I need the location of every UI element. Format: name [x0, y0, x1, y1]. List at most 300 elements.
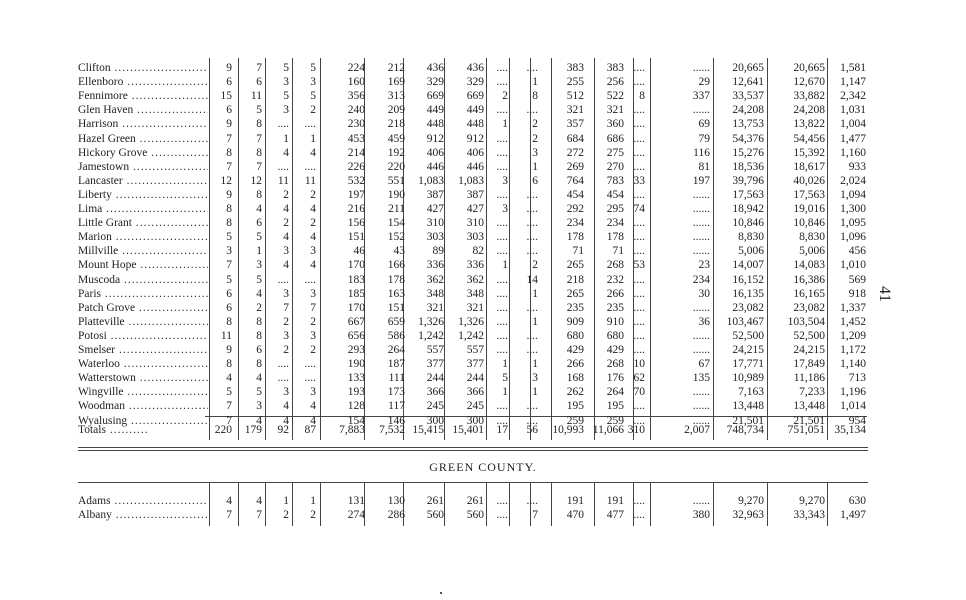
cell-col-2: 8 — [256, 146, 262, 159]
cell-col-16: 21,501 — [793, 414, 825, 427]
cell-col-9: 1 — [502, 386, 508, 399]
cell-col-3: 4 — [283, 146, 289, 159]
cell-col-11: 178 — [566, 231, 584, 244]
cell-col-4: 7 — [310, 301, 316, 314]
cell-col-13: .... — [633, 273, 645, 286]
cell-col-14: 29 — [698, 76, 710, 89]
cell-col-1: 8 — [226, 315, 232, 328]
cell-col-11: 265 — [566, 287, 584, 300]
cell-col-4: 3 — [310, 245, 316, 258]
cell-col-16: 33,882 — [793, 90, 825, 103]
cell-col-15: 5,006 — [738, 245, 764, 258]
cell-col-1: 6 — [226, 301, 232, 314]
cell-col-1: 8 — [226, 203, 232, 215]
cell-col-12: 268 — [606, 358, 624, 371]
cell-col-11: 262 — [566, 386, 584, 399]
cell-col-14: 67 — [698, 358, 710, 371]
cell-col-16: 9,270 — [799, 495, 825, 507]
cell-col-10: 6 — [532, 174, 538, 187]
cell-col-14: 234 — [692, 273, 710, 286]
cell-col-3: 2 — [283, 188, 289, 201]
cell-col-9: .... — [496, 231, 508, 244]
cell-col-12: 270 — [606, 160, 624, 173]
cell-col-8: 436 — [466, 62, 484, 74]
township-name: Liberty ..... — [78, 188, 208, 203]
cell-col-6: 459 — [387, 132, 405, 145]
cell-col-13: .... — [633, 188, 645, 201]
cell-col-12: 275 — [606, 146, 624, 159]
cell-col-6: 166 — [387, 259, 405, 272]
cell-col-13: .... — [633, 287, 645, 300]
cell-col-1: 5 — [226, 273, 232, 286]
cell-col-12: 259 — [606, 414, 624, 427]
cell-col-10: .... — [526, 495, 538, 507]
cell-col-15: 13,753 — [732, 118, 764, 131]
cell-col-8: 244 — [466, 372, 484, 385]
cell-col-11: 218 — [566, 273, 584, 286]
cell-col-16: 13,448 — [793, 400, 825, 413]
cell-col-1: 9 — [226, 118, 232, 131]
cell-col-9: .... — [496, 495, 508, 507]
cell-col-17: 1,014 — [840, 400, 866, 413]
cell-col-3: 4 — [283, 259, 289, 272]
township-name: Wyalusing ..... — [78, 414, 208, 429]
cell-col-3: 4 — [283, 414, 289, 427]
cell-col-9: 5 — [502, 372, 508, 385]
cell-col-5: 453 — [347, 132, 365, 145]
cell-col-15: 10,846 — [732, 217, 764, 230]
cell-col-3: .... — [277, 273, 289, 286]
cell-col-16: 33,343 — [793, 509, 825, 521]
cell-col-11: 269 — [566, 160, 584, 173]
cell-col-11: 168 — [566, 372, 584, 385]
cell-col-15: 14,007 — [732, 259, 764, 272]
cell-col-17: 1,172 — [840, 344, 866, 356]
cell-col-2: 4 — [256, 414, 262, 427]
cell-col-13: .... — [633, 231, 645, 244]
cell-col-11: 684 — [566, 132, 584, 145]
cell-col-9: .... — [496, 132, 508, 145]
cell-col-16: 23,082 — [793, 301, 825, 314]
table-row — [78, 508, 868, 523]
cell-col-7: 261 — [426, 495, 444, 507]
cell-col-3: 4 — [283, 231, 289, 244]
cell-col-17: 2,024 — [840, 174, 866, 187]
cell-col-4: 4 — [310, 146, 316, 159]
cell-col-13: .... — [633, 414, 645, 427]
cell-col-11: 429 — [566, 344, 584, 356]
cell-col-3: 3 — [283, 386, 289, 399]
cell-col-7: 557 — [426, 344, 444, 356]
cell-col-12: 360 — [606, 118, 624, 131]
cell-col-7: 245 — [426, 400, 444, 413]
cell-col-13: 10 — [633, 358, 645, 371]
cell-col-15: 52,500 — [732, 329, 764, 342]
cell-col-10: .... — [526, 301, 538, 314]
cell-col-11: 235 — [566, 301, 584, 314]
cell-col-13: .... — [633, 315, 645, 328]
cell-col-12: 522 — [606, 90, 624, 103]
cell-col-9: 2 — [502, 90, 508, 103]
cell-col-3: .... — [277, 160, 289, 173]
cell-col-4: 5 — [310, 62, 316, 74]
cell-col-13: .... — [633, 245, 645, 258]
cell-col-10: .... — [526, 203, 538, 215]
cell-col-15: 16,152 — [732, 273, 764, 286]
cell-col-2: 8 — [256, 118, 262, 131]
cell-col-16: 20,665 — [793, 62, 825, 74]
cell-col-14: 2,007 — [684, 424, 710, 436]
cell-col-14: 337 — [692, 90, 710, 103]
cell-col-5: 128 — [347, 400, 365, 413]
township-name: Glen Haven ..... — [78, 103, 208, 118]
cell-col-8: 669 — [466, 90, 484, 103]
cell-col-12: 429 — [606, 344, 624, 356]
cell-col-11: 357 — [566, 118, 584, 131]
cell-col-12: 191 — [606, 495, 624, 507]
cell-col-5: 216 — [347, 203, 365, 215]
cell-col-16: 18,617 — [793, 160, 825, 173]
cell-col-10: 1 — [532, 386, 538, 399]
cell-col-16: 14,083 — [793, 259, 825, 272]
cell-col-4: 2 — [310, 217, 316, 230]
cell-col-10: .... — [526, 217, 538, 230]
township-name: Hickory Grove ..... — [78, 146, 208, 161]
cell-col-2: 4 — [256, 495, 262, 507]
cell-col-2: 1 — [256, 245, 262, 258]
cell-col-7: 89 — [432, 245, 444, 258]
cell-col-1: 6 — [226, 76, 232, 89]
cell-col-4: 2 — [310, 104, 316, 117]
cell-col-11: 191 — [566, 495, 584, 507]
cell-col-4: 1 — [310, 132, 316, 145]
cell-col-12: 680 — [606, 329, 624, 342]
cell-col-10: .... — [526, 344, 538, 356]
print-speck — [440, 592, 442, 594]
cell-col-6: 190 — [387, 188, 405, 201]
cell-col-14: ...... — [692, 344, 710, 356]
cell-col-4: 1 — [310, 495, 316, 507]
township-name: Adams ..... — [78, 494, 208, 509]
table-row — [78, 89, 868, 104]
cell-col-11: 764 — [566, 174, 584, 187]
cell-col-5: 131 — [347, 495, 365, 507]
cell-col-8: 1,242 — [458, 329, 484, 342]
cell-col-6: 173 — [387, 386, 405, 399]
cell-col-1: 220 — [214, 424, 232, 436]
cell-col-17: 1,337 — [840, 301, 866, 314]
cell-col-16: 10,846 — [793, 217, 825, 230]
cell-col-11: 909 — [566, 315, 584, 328]
cell-col-16: 17,563 — [793, 188, 825, 201]
cell-col-17: 1,010 — [840, 259, 866, 272]
cell-col-2: 5 — [256, 386, 262, 399]
cell-col-2: 7 — [256, 62, 262, 74]
cell-col-16: 11,186 — [793, 372, 825, 385]
cell-col-13: .... — [633, 160, 645, 173]
cell-col-17: 1,031 — [840, 104, 866, 117]
cell-col-3: 5 — [283, 62, 289, 74]
cell-col-8: 446 — [466, 160, 484, 173]
cell-col-13: 70 — [633, 386, 645, 399]
cell-col-12: 11,066 — [592, 424, 624, 436]
cell-col-4: 3 — [310, 386, 316, 399]
cell-col-3: 1 — [283, 495, 289, 507]
cell-col-12: 195 — [606, 400, 624, 413]
cell-col-12: 295 — [606, 203, 624, 215]
cell-col-7: 449 — [426, 104, 444, 117]
cell-col-9: 3 — [502, 203, 508, 215]
cell-col-17: 1,094 — [840, 188, 866, 201]
cell-col-15: 748,734 — [726, 424, 764, 436]
cell-col-12: 268 — [606, 259, 624, 272]
cell-col-4: 4 — [310, 259, 316, 272]
cell-col-9: .... — [496, 245, 508, 258]
cell-col-10: 3 — [532, 372, 538, 385]
cell-col-8: 449 — [466, 104, 484, 117]
cell-col-1: 9 — [226, 62, 232, 74]
cell-col-10: .... — [526, 245, 538, 258]
cell-col-14: 81 — [698, 160, 710, 173]
cell-col-12: 266 — [606, 287, 624, 300]
township-name: Potosi ..... — [78, 329, 208, 344]
cell-col-16: 13,822 — [793, 118, 825, 131]
cell-col-1: 9 — [226, 188, 232, 201]
cell-col-9: .... — [496, 62, 508, 74]
cell-col-8: 448 — [466, 118, 484, 131]
cell-col-4: 5 — [310, 90, 316, 103]
cell-col-2: 7 — [256, 160, 262, 173]
township-name: Lancaster ..... — [78, 174, 208, 189]
cell-col-16: 24,208 — [793, 104, 825, 117]
cell-col-1: 6 — [226, 287, 232, 300]
cell-col-17: 1,581 — [840, 62, 866, 74]
cell-col-10: .... — [526, 188, 538, 201]
township-name: Woodman ..... — [78, 399, 208, 414]
cell-col-7: 362 — [426, 273, 444, 286]
cell-col-17: 933 — [848, 160, 866, 173]
cell-col-7: 1,083 — [418, 174, 444, 187]
table-row — [78, 188, 868, 203]
cell-col-5: 226 — [347, 160, 365, 173]
cell-col-15: 7,163 — [738, 386, 764, 399]
cell-col-11: 259 — [566, 414, 584, 427]
cell-col-14: ...... — [692, 231, 710, 244]
cell-col-7: 15,415 — [412, 424, 444, 436]
section-rule-bottom — [78, 482, 868, 483]
cell-col-13: 53 — [633, 259, 645, 272]
cell-col-10: .... — [526, 231, 538, 244]
township-name: Platteville ..... — [78, 315, 208, 330]
cell-col-8: 303 — [466, 231, 484, 244]
cell-col-12: 235 — [606, 301, 624, 314]
cell-col-9: .... — [496, 160, 508, 173]
table-row — [78, 103, 868, 118]
cell-col-5: 156 — [347, 217, 365, 230]
cell-col-9: 17 — [496, 424, 508, 436]
cell-col-17: 1,095 — [840, 217, 866, 230]
cell-col-7: 387 — [426, 188, 444, 201]
cell-col-6: 286 — [387, 509, 405, 521]
cell-col-11: 292 — [566, 203, 584, 215]
cell-col-17: 456 — [848, 245, 866, 258]
cell-col-16: 103,504 — [787, 315, 825, 328]
cell-col-10: 1 — [532, 160, 538, 173]
township-name: Little Grant ..... — [78, 216, 208, 231]
cell-col-10: 3 — [532, 146, 538, 159]
table-row — [78, 343, 868, 358]
cell-col-5: 133 — [347, 372, 365, 385]
township-name: Smelser ..... — [78, 343, 208, 358]
cell-col-15: 10,989 — [732, 372, 764, 385]
cell-col-10: 56 — [526, 424, 538, 436]
table-row — [78, 146, 868, 161]
section-title: GREEN COUNTY. — [429, 460, 537, 474]
cell-col-9: 3 — [502, 174, 508, 187]
cell-col-13: .... — [633, 146, 645, 159]
cell-col-13: .... — [633, 301, 645, 314]
township-name: Lima ..... — [78, 202, 208, 217]
cell-col-2: 12 — [250, 174, 262, 187]
cell-col-8: 1,083 — [458, 174, 484, 187]
table-row — [78, 132, 868, 147]
cell-col-17: 630 — [848, 495, 866, 507]
table-row — [78, 399, 868, 414]
cell-col-2: 5 — [256, 104, 262, 117]
cell-col-14: ...... — [692, 400, 710, 413]
cell-col-5: 193 — [347, 386, 365, 399]
cell-col-11: 255 — [566, 76, 584, 89]
cell-col-7: 446 — [426, 160, 444, 173]
cell-col-15: 18,942 — [732, 203, 764, 215]
cell-col-8: 366 — [466, 386, 484, 399]
cell-col-7: 366 — [426, 386, 444, 399]
cell-col-5: 46 — [353, 245, 365, 258]
cell-col-16: 54,456 — [793, 132, 825, 145]
cell-col-14: ...... — [692, 329, 710, 342]
township-name: Hazel Green ..... — [78, 132, 208, 147]
cell-col-17: 2,342 — [840, 90, 866, 103]
cell-col-7: 406 — [426, 146, 444, 159]
cell-col-12: 383 — [606, 62, 624, 74]
cell-col-3: .... — [277, 118, 289, 131]
cell-col-2: 2 — [256, 301, 262, 314]
cell-col-17: 1,196 — [840, 386, 866, 399]
township-name: Mount Hope ..... — [78, 258, 208, 273]
cell-col-8: 557 — [466, 344, 484, 356]
cell-col-2: 6 — [256, 76, 262, 89]
cell-col-1: 8 — [226, 358, 232, 371]
cell-col-2: 5 — [256, 273, 262, 286]
cell-col-4: 4 — [310, 203, 316, 215]
cell-col-3: 3 — [283, 76, 289, 89]
cell-col-7: 321 — [426, 301, 444, 314]
cell-col-8: 362 — [466, 273, 484, 286]
cell-col-8: 245 — [466, 400, 484, 413]
cell-col-15: 39,796 — [732, 174, 764, 187]
cell-col-1: 11 — [220, 329, 232, 342]
cell-col-17: 1,147 — [840, 76, 866, 89]
cell-col-3: 2 — [283, 344, 289, 356]
cell-col-11: 272 — [566, 146, 584, 159]
cell-col-4: 11 — [304, 174, 316, 187]
cell-col-14: 23 — [698, 259, 710, 272]
cell-col-14: 135 — [692, 372, 710, 385]
cell-col-10: 1 — [532, 358, 538, 371]
cell-col-17: 1,160 — [840, 146, 866, 159]
cell-col-6: 192 — [387, 146, 405, 159]
cell-col-6: 152 — [387, 231, 405, 244]
cell-col-11: 454 — [566, 188, 584, 201]
cell-col-13: 62 — [633, 372, 645, 385]
cell-col-8: 261 — [466, 495, 484, 507]
cell-col-1: 8 — [226, 146, 232, 159]
cell-col-17: 918 — [848, 287, 866, 300]
table-row — [78, 494, 868, 509]
cell-col-5: 154 — [347, 414, 365, 427]
cell-col-8: 310 — [466, 217, 484, 230]
township-name: Paris ..... — [78, 287, 208, 302]
cell-col-13: 8 — [639, 90, 645, 103]
cell-col-16: 8,830 — [799, 231, 825, 244]
cell-col-6: 211 — [388, 203, 405, 215]
cell-col-3: 2 — [283, 509, 289, 521]
cell-col-7: 244 — [426, 372, 444, 385]
cell-col-15: 12,641 — [732, 76, 764, 89]
cell-col-7: 300 — [426, 414, 444, 427]
cell-col-6: 169 — [387, 76, 405, 89]
cell-col-14: 30 — [698, 287, 710, 300]
cell-col-6: 187 — [387, 358, 405, 371]
cell-col-1: 6 — [226, 104, 232, 117]
cell-col-7: 329 — [426, 76, 444, 89]
cell-col-9: .... — [496, 509, 508, 521]
cell-col-13: 33 — [633, 174, 645, 187]
cell-col-7: 1,326 — [418, 315, 444, 328]
cell-col-4: 2 — [310, 509, 316, 521]
cell-col-15: 9,270 — [738, 495, 764, 507]
table-row — [78, 329, 868, 344]
cell-col-9: .... — [496, 273, 508, 286]
cell-col-4: 2 — [310, 344, 316, 356]
cell-col-10: 1 — [532, 76, 538, 89]
cell-col-13: .... — [633, 217, 645, 230]
cell-col-14: ...... — [692, 414, 710, 427]
cell-col-17: 35,134 — [834, 424, 866, 436]
cell-col-3: 1 — [283, 132, 289, 145]
cell-col-4: .... — [304, 273, 316, 286]
cell-col-2: 11 — [250, 90, 262, 103]
cell-col-3: 2 — [283, 217, 289, 230]
cell-col-6: 551 — [387, 174, 405, 187]
table-row — [78, 385, 868, 400]
cell-col-8: 912 — [466, 132, 484, 145]
cell-col-3: 3 — [283, 104, 289, 117]
cell-col-13: .... — [633, 495, 645, 507]
cell-col-16: 15,392 — [793, 146, 825, 159]
cell-col-2: 8 — [256, 188, 262, 201]
cell-col-6: 586 — [387, 329, 405, 342]
cell-col-6: 111 — [388, 372, 405, 385]
cell-col-1: 7 — [226, 132, 232, 145]
cell-col-14: 116 — [693, 146, 710, 159]
cell-col-14: 79 — [698, 132, 710, 145]
cell-col-12: 232 — [606, 273, 624, 286]
cell-col-4: 4 — [310, 231, 316, 244]
cell-col-8: 406 — [466, 146, 484, 159]
cell-col-9: .... — [496, 217, 508, 230]
cell-col-14: ...... — [692, 386, 710, 399]
